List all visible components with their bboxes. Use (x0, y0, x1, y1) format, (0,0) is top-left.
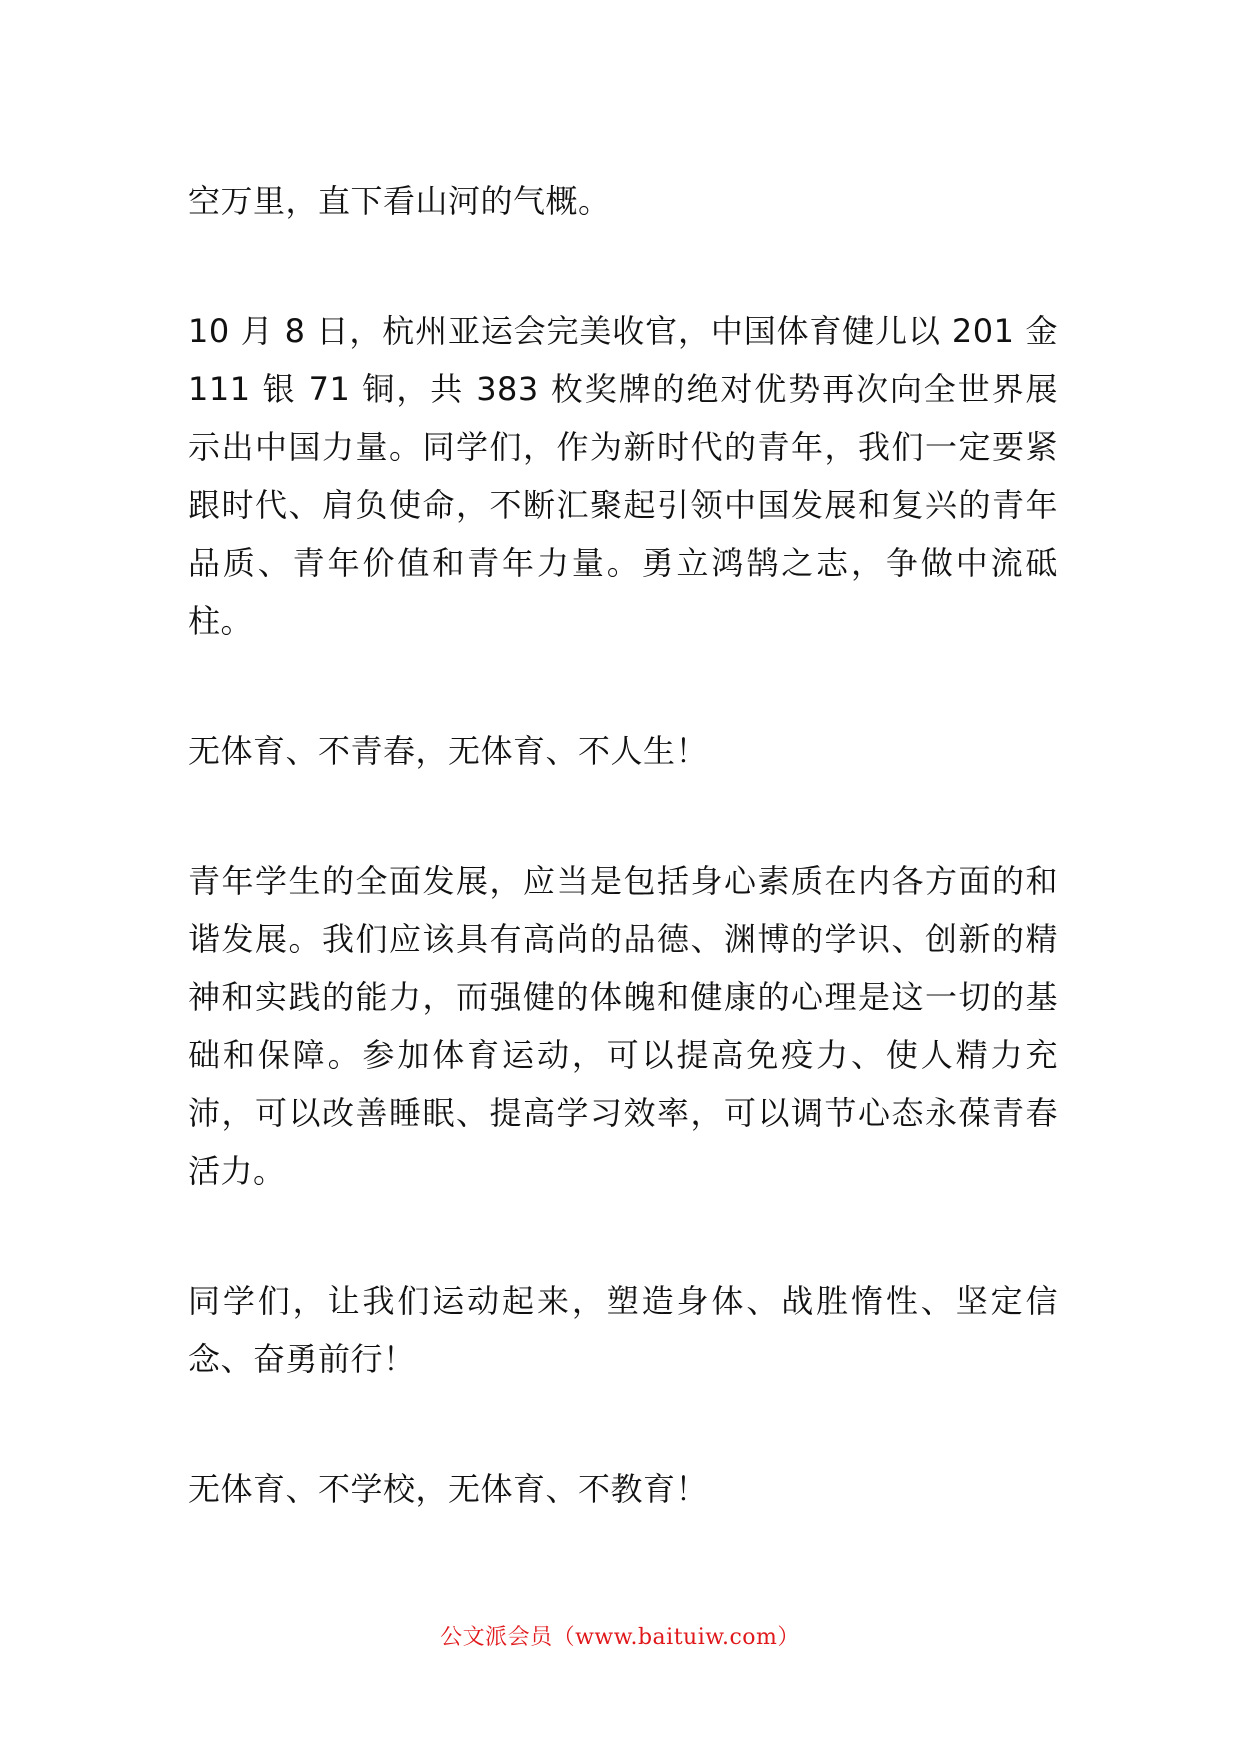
document-body (188, 172, 1069, 1518)
paragraph-4: 青年学生的全面发展，应当是包括身心素质在内各方面的和谐发展。我们应该具有高尚的品德、渊博的学识、创新的精神和实践的能力，而强健的体魄和健康的心理是这一切的基础和保障。参加体育运动，可以提高免疫力、使人精力充沛，可以改善睡眠、提高学习效率，可以调节心态永葆青春活力。 (188, 862, 1058, 1190)
paragraph-3: 无体育、不青春，无体育、不人生！ (188, 732, 709, 770)
paragraph-spacer (188, 230, 1058, 302)
paragraph-spacer (188, 780, 1058, 852)
paragraph-5: 同学们，让我们运动起来，塑造身体、战胜惰性、坚定信念、奋勇前行！ (188, 1282, 1058, 1378)
paragraph-spacer (188, 1200, 1058, 1272)
paragraph-spacer (188, 650, 1058, 722)
paragraph-spacer (188, 1388, 1058, 1460)
paragraph-1: 空万里，直下看山河的气概。 (188, 182, 611, 220)
paragraph-6: 无体育、不学校，无体育、不教育！ (188, 1470, 709, 1508)
paragraph-2: 10 月 8 日，杭州亚运会完美收官，中国体育健儿以 201 金 111 银 71 铜，共 383 枚奖牌的绝对优势再次向全世界展示出中国力量。同学们，作为新时代的青年，我们一定要紧跟时代、肩负使命，不断汇聚起引领中国发展和复兴的青年品质、青年价值和青年力量。勇立鸿鹄之志，争做中流砥柱。 (188, 312, 1069, 640)
footer-watermark: 公文派会员（www.baituiw.com） (440, 1625, 800, 1650)
